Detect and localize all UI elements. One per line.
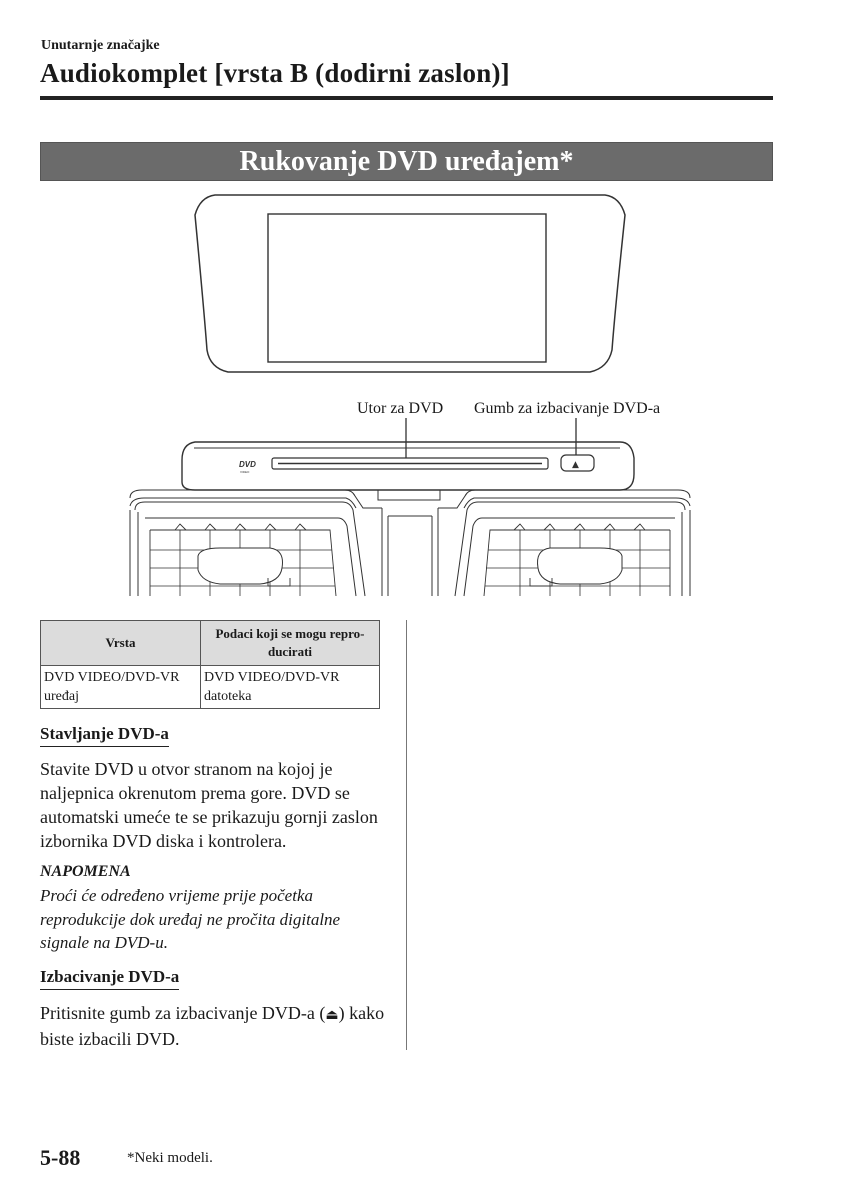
table-cell: DVD VIDEO/DVD-VR uređaj	[41, 666, 201, 709]
display-screen	[268, 214, 546, 362]
table-cell: DVD VIDEO/DVD-VR datoteka	[201, 666, 380, 709]
section-banner	[40, 142, 773, 181]
column-divider	[406, 620, 407, 1050]
formats-table	[40, 620, 380, 709]
insert-text: Stavite DVD u otvor stranom na kojoj je naljepnica okrenutom prema gore. DVD se automatski umeće te se prikazuju gornji zaslon izbornika DVD diska i kontrolera.	[40, 759, 378, 851]
header-rule	[40, 96, 773, 100]
dvd-unit-illustration	[120, 190, 700, 610]
note-title: NAPOMENA	[40, 863, 131, 880]
eject-button-symbol: ▲	[572, 460, 579, 470]
insert-heading: Stavljanje DVD-a	[40, 724, 169, 747]
eject-text	[40, 1001, 390, 1051]
table-header-row	[41, 621, 380, 666]
eject-callout: Gumb za izbacivanje DVD-a	[474, 400, 661, 417]
display-outline	[195, 195, 625, 372]
eject-text-start: Pritisnite gumb za izbacivanje DVD-a (	[40, 1003, 326, 1023]
slot-callout: Utor za DVD	[357, 400, 444, 417]
footnote: *Neki modeli.	[127, 1150, 213, 1166]
table-header-playable: Podaci koji se mogu repro-ducirati	[201, 621, 380, 666]
chapter-title: Audiokomplet [vrsta B (dodirni zaslon)]	[40, 58, 510, 88]
right-vent-knob	[538, 548, 623, 584]
dvd-logo-text: DVD	[239, 460, 256, 469]
dvd-logo	[239, 460, 256, 474]
note-text: Proći će određeno vrijeme prije početka reprodukcije dok uređaj ne pročita digitalne signale na DVD-u.	[40, 886, 341, 952]
eject-text-end: ) kako biste izbacili DVD.	[40, 1003, 385, 1049]
eject-heading: Izbacivanje DVD-a	[40, 967, 179, 990]
page-number: 5-88	[40, 1145, 81, 1170]
table-header-type: Vrsta	[41, 621, 201, 666]
dvd-logo-subtext: VIDEO	[240, 470, 250, 474]
left-vent-knob	[198, 548, 283, 584]
banner-title: Rukovanje DVD uređajem*	[239, 145, 574, 177]
eject-icon: ⏏	[325, 1007, 339, 1023]
section-label: Unutarnje značajke	[41, 38, 160, 53]
table-row	[41, 666, 380, 709]
